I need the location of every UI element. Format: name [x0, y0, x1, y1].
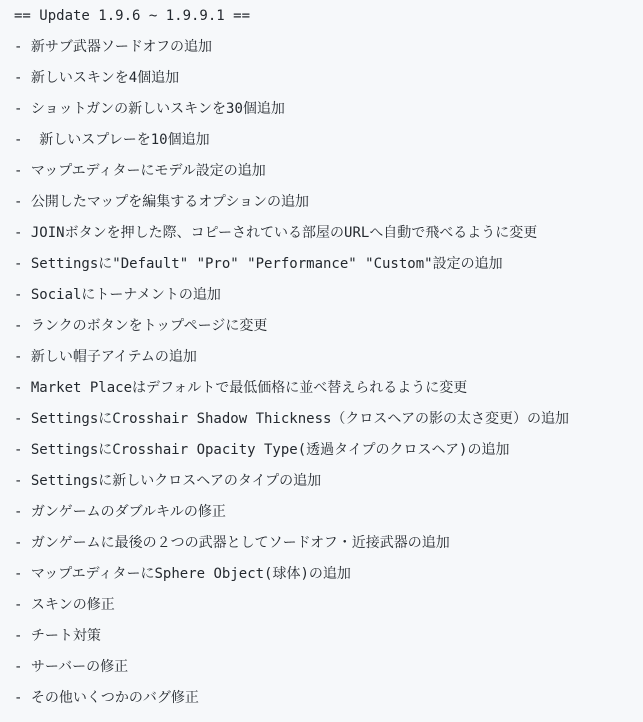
changelog-item: - Settingsに新しいクロスヘアのタイプの追加 — [14, 473, 322, 489]
changelog-item: - サーバーの修正 — [14, 659, 129, 675]
changelog-item: - ランクのボタンをトップページに変更 — [14, 318, 268, 334]
changelog-item: - JOINボタンを押した際、コピーされている部屋のURLへ自動で飛べるように変更 — [14, 225, 538, 241]
changelog-item: - SettingsにCrosshair Opacity Type(透過タイプのクロスヘア)の追加 — [14, 442, 510, 458]
changelog-item: - Settingsに"Default" "Pro" "Performance" "Custom"設定の追加 — [14, 256, 503, 272]
changelog-item: - SettingsにCrosshair Shadow Thickness（クロスヘアの影の太さ変更）の追加 — [14, 411, 570, 427]
changelog-item: - チート対策 — [14, 628, 101, 644]
changelog-item: - スキンの修正 — [14, 597, 115, 613]
changelog-item: - マップエディターにSphere Object(球体)の追加 — [14, 566, 351, 582]
changelog-item: - 新しいスプレーを10個追加 — [14, 132, 210, 148]
changelog-header: == Update 1.9.6 ~ 1.9.9.1 == — [14, 8, 251, 24]
changelog-item: - 新サブ武器ソードオフの追加 — [14, 39, 213, 55]
changelog-item: - 新しい帽子アイテムの追加 — [14, 349, 197, 365]
changelog-item: - ガンゲームに最後の２つの武器としてソードオフ・近接武器の追加 — [14, 535, 450, 551]
changelog-item: - 新しいスキンを4個追加 — [14, 70, 180, 86]
changelog-item: - 公開したマップを編集するオプションの追加 — [14, 194, 310, 210]
changelog-item: - マップエディターにモデル設定の追加 — [14, 163, 266, 179]
changelog-item: - Market Placeはデフォルトで最低価格に並べ替えられるように変更 — [14, 380, 468, 396]
changelog-item: - その他いくつかのバグ修正 — [14, 690, 199, 706]
changelog-item: - ショットガンの新しいスキンを30個追加 — [14, 101, 285, 117]
changelog-item: - Socialにトーナメントの追加 — [14, 287, 221, 303]
changelog-item: - ガンゲームのダブルキルの修正 — [14, 504, 226, 520]
